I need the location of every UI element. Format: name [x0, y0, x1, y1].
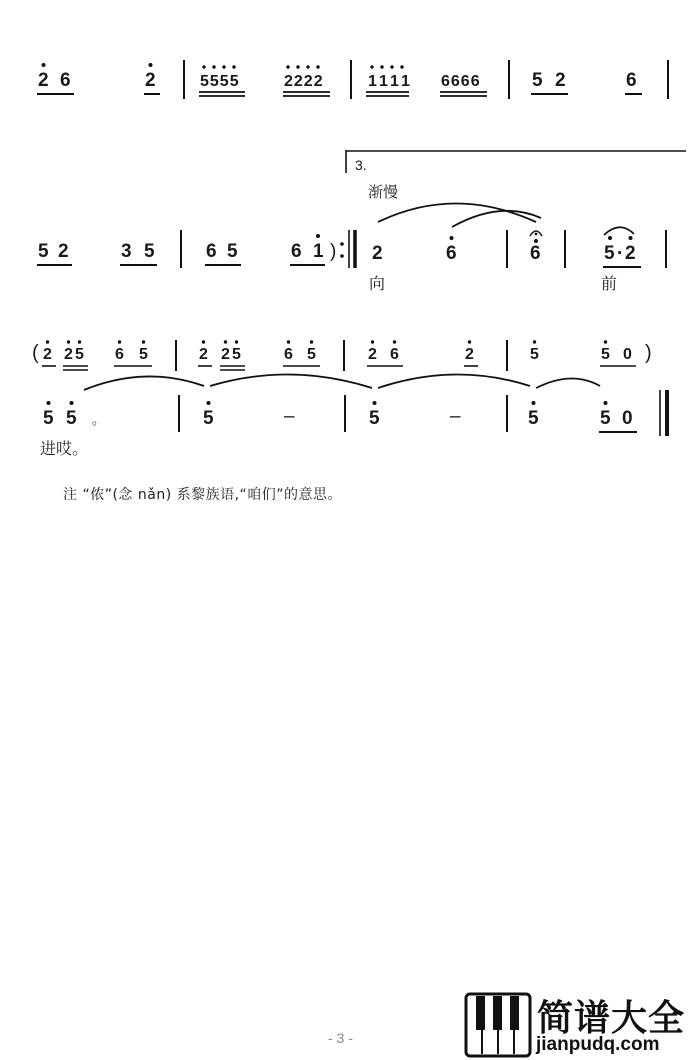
measure-2	[203, 401, 295, 429]
svg-text:5: 5	[43, 408, 54, 429]
measure-4	[528, 401, 637, 432]
note-group: 5555	[200, 73, 240, 90]
measure-1	[42, 340, 152, 370]
lyrics: 进哎。	[40, 439, 89, 458]
svg-text:5: 5	[232, 346, 241, 363]
open-paren: (	[32, 342, 39, 364]
measure-4	[531, 70, 642, 94]
measure-4	[530, 231, 542, 264]
svg-text:–: –	[450, 406, 461, 427]
note: 1	[313, 241, 324, 262]
dot	[316, 234, 320, 238]
measure-2	[205, 234, 325, 265]
svg-text:–: –	[284, 406, 295, 427]
system-2	[37, 204, 666, 294]
measure-3	[366, 65, 487, 96]
close-paren: )	[645, 342, 652, 364]
watermark-name: 简谱大全	[537, 998, 686, 1039]
svg-text:5: 5	[530, 346, 539, 363]
measure-3	[369, 401, 461, 429]
measure-2	[199, 65, 330, 96]
note: 6	[530, 243, 541, 264]
slurs	[84, 374, 600, 390]
svg-text:0: 0	[622, 408, 633, 429]
note: 6	[60, 70, 71, 91]
measure-5	[603, 227, 641, 267]
dot	[629, 236, 633, 240]
note-group: 6666	[441, 73, 481, 90]
svg-text:2: 2	[465, 346, 474, 363]
note-group: 1111	[368, 73, 413, 90]
svg-text:5: 5	[75, 346, 84, 363]
measure-4	[530, 340, 636, 366]
svg-text:6: 6	[284, 346, 293, 363]
measure-3	[367, 340, 478, 366]
system-3-melody	[40, 374, 667, 458]
measure-1	[43, 401, 105, 429]
measure-3	[372, 204, 541, 265]
note: 6	[291, 241, 302, 262]
note: 5	[532, 70, 543, 91]
note: 5	[227, 241, 238, 262]
measure-1	[37, 63, 160, 94]
dot	[450, 236, 454, 240]
repeat-paren: )	[330, 241, 337, 262]
dot	[608, 236, 612, 240]
page-number: - 3 -	[328, 1030, 353, 1046]
dot	[149, 63, 153, 67]
note: 6	[206, 241, 217, 262]
note: 5	[144, 241, 155, 262]
svg-text:2: 2	[64, 346, 73, 363]
note: 2	[625, 243, 636, 264]
note: 6	[626, 70, 637, 91]
note: 5	[38, 241, 49, 262]
svg-text:5: 5	[601, 346, 610, 363]
svg-text:。: 。	[92, 412, 106, 427]
measure-1	[37, 241, 157, 265]
note: 2	[145, 70, 156, 91]
note-group: 2222	[284, 73, 324, 90]
svg-text:2: 2	[199, 346, 208, 363]
svg-text:6: 6	[390, 346, 399, 363]
note: ·	[617, 243, 624, 264]
svg-text:2: 2	[43, 346, 52, 363]
note: 3	[121, 241, 132, 262]
watermark-url[interactable]: jianpudq.com	[536, 1034, 660, 1055]
svg-text:6: 6	[115, 346, 124, 363]
dot	[42, 63, 46, 67]
svg-text:0: 0	[623, 346, 632, 363]
system-1	[37, 60, 668, 99]
system-3-accompaniment	[32, 340, 652, 371]
svg-text:2: 2	[221, 346, 230, 363]
svg-text:5: 5	[203, 408, 214, 429]
note: 2	[555, 70, 566, 91]
footnote: 注 “侬”(念 nǎn) 系黎族语,“咱们”的意思。	[63, 487, 343, 503]
note: 5	[604, 243, 615, 264]
lyric: 前	[601, 274, 618, 293]
volta-bracket	[346, 150, 686, 173]
volta-label: 3.	[355, 157, 367, 173]
svg-text:5: 5	[369, 408, 380, 429]
svg-text:5: 5	[600, 408, 611, 429]
svg-text:5: 5	[139, 346, 148, 363]
tempo-marking: 渐慢	[368, 183, 399, 201]
note: 2	[58, 241, 69, 262]
svg-text:2: 2	[368, 346, 377, 363]
note: 6	[446, 243, 457, 264]
measure-2	[198, 340, 320, 370]
svg-text:5: 5	[66, 408, 77, 429]
svg-text:5: 5	[528, 408, 539, 429]
note: 2	[38, 70, 49, 91]
lyric: 向	[369, 274, 386, 293]
svg-text:5: 5	[307, 346, 316, 363]
note: 2	[372, 243, 383, 264]
